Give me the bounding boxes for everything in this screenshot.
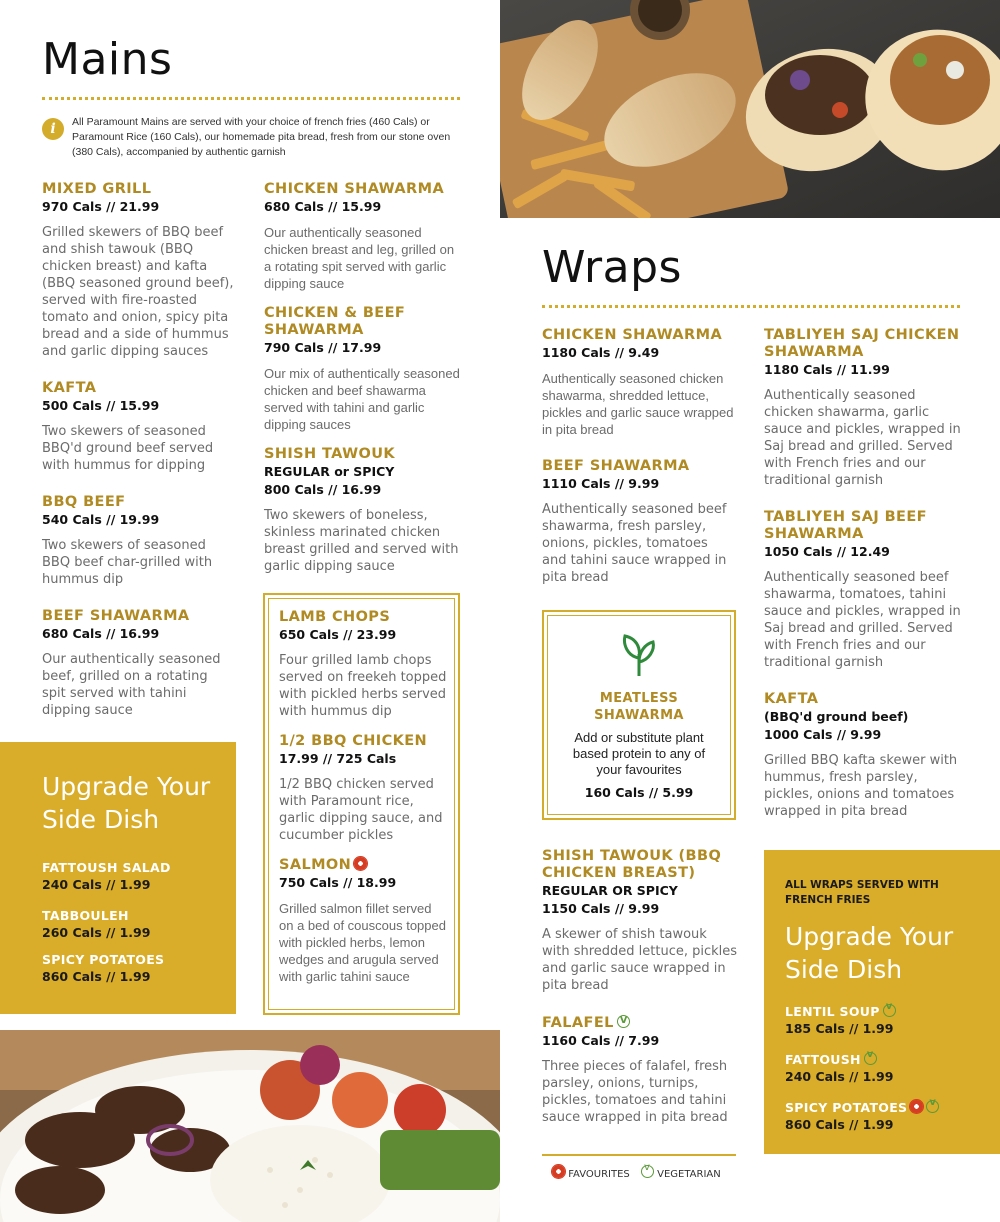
meatless-calories-price: 160 Cals // 5.99: [584, 785, 694, 800]
menu-item-shish-tawouk: [264, 446, 460, 575]
item-description: Grilled salmon fillet served on a bed of couscous topped with pickled herbs, lemon wedges and arugula served with garlic tahini sauce: [279, 901, 446, 984]
menu-item-half-bbq-chicken: [279, 733, 447, 844]
item-name: SHISH TAWOUK: [264, 446, 396, 462]
menu-item-bbq-beef: [42, 494, 234, 588]
favourite-icon: [552, 1165, 565, 1178]
side-item-calories-price: 185 Cals // 1.99: [785, 1021, 894, 1036]
side-item-spicy-potatoes: [42, 952, 164, 984]
item-calories-price: 1180 Cals // 9.49: [542, 345, 660, 360]
favourite-icon: [910, 1100, 923, 1113]
wraps-divider: [542, 305, 960, 308]
wrap-item-tabliyeh-saj-beef: [764, 509, 964, 671]
side-item-spicy-potatoes: [785, 1100, 939, 1132]
featured-box: [263, 593, 460, 1015]
side-item-name: FATTOUSH SALAD: [42, 860, 171, 875]
item-description: Our mix of authentically seasoned chicken and beef shawarma served with tahini and garlic dipping sauces: [264, 366, 460, 432]
mains-intro: All Paramount Mains are served with your choice of french fries (460 Cals) or Paramount Rice (160 Cals), our homemade pita bread, fresh from our stone oven (380 Cals), accompanied by authentic garnish: [72, 116, 451, 158]
menu-item-chicken-beef-shawarma: [264, 305, 460, 433]
side-item-name-text: SPICY POTATOES: [785, 1100, 908, 1115]
meatless-name: MEATLESS SHAWARMA: [594, 691, 684, 723]
favourite-icon: [354, 857, 367, 870]
vegetarian-icon: [617, 1015, 630, 1028]
wrap-item-beef-shawarma: [542, 458, 736, 586]
side-item-calories-price: 860 Cals // 1.99: [42, 969, 151, 984]
item-name: SHISH TAWOUK (BBQ CHICKEN BREAST): [542, 848, 722, 881]
item-description: Authentically seasoned chicken shawarma, garlic sauce and pickles, wrapped in Saj bread and grilled. Served with French fries and our traditional garnish: [764, 388, 961, 488]
item-calories-price: 540 Cals // 19.99: [42, 512, 160, 527]
item-name: [279, 857, 447, 874]
side-item-tabbouleh: [42, 908, 150, 940]
item-name: LAMB CHOPS: [279, 609, 391, 625]
legend-favourites: FAVOURITES: [568, 1169, 630, 1180]
side-item-calories-price: 240 Cals // 1.99: [785, 1069, 894, 1084]
side-item-name: [785, 1004, 896, 1019]
item-name-text: SALMON: [279, 857, 352, 873]
wrap-item-kafta: [764, 691, 964, 820]
item-description: Four grilled lamb chops served on freekeh topped with pickled herbs served with hummus dip: [279, 653, 447, 719]
item-calories-price: 650 Cals // 23.99: [279, 627, 397, 642]
side-item-lentil-soup: [785, 1004, 896, 1036]
mixed-grill-photo: [0, 1030, 500, 1222]
menu-item-salmon: [279, 857, 447, 985]
side-item-fattoush: [785, 1052, 893, 1084]
side-item-calories-price: 240 Cals // 1.99: [42, 877, 151, 892]
item-description: Authentically seasoned beef shawarma, tomatoes, tahini sauce and pickles, wrapped in Saj bread and grilled. Served with French fries and our traditional garnish: [764, 570, 961, 670]
item-calories-price: 1160 Cals // 7.99: [542, 1033, 660, 1048]
wraps-side-upgrade-panel: [764, 850, 1000, 1154]
menu-item-lamb-chops: [279, 609, 447, 720]
side-item-name: SPICY POTATOES: [42, 952, 165, 967]
panel-title: Upgrade Your Side Dish: [785, 922, 954, 984]
wrap-item-chicken-shawarma: [542, 327, 736, 438]
menu-item-kafta: [42, 380, 234, 474]
item-calories-price: 790 Cals // 17.99: [264, 340, 382, 355]
item-name: KAFTA: [764, 691, 819, 707]
item-calories-price: 680 Cals // 15.99: [264, 199, 382, 214]
meatless-description: Add or substitute plant based protein to any of your favourites: [572, 730, 706, 777]
item-option: (BBQ'd ground beef): [764, 709, 909, 724]
wrap-item-falafel: [542, 1015, 736, 1126]
item-description: Three pieces of falafel, fresh parsley, onions, turnips, pickles, tomatoes and tahini sauce wrapped in pita bread: [542, 1059, 728, 1125]
menu-item-beef-shawarma: [42, 608, 234, 719]
menu-item-mixed-grill: [42, 181, 234, 360]
side-item-fattoush-salad: [42, 860, 171, 892]
item-name: KAFTA: [42, 380, 97, 396]
info-icon: i: [42, 118, 64, 140]
item-name: BEEF SHAWARMA: [42, 608, 190, 624]
side-item-name: TABBOULEH: [42, 908, 129, 923]
vegetarian-icon: [883, 1004, 896, 1017]
item-description: Our authentically seasoned chicken breast and leg, grilled on a rotating spit served with garlic dipping sauce: [264, 225, 455, 291]
item-description: Two skewers of seasoned BBQ'd ground beef served with hummus for dipping: [42, 424, 214, 473]
item-name-text: FALAFEL: [542, 1015, 614, 1031]
mains-divider: [42, 97, 460, 100]
side-item-calories-price: 260 Cals // 1.99: [42, 925, 151, 940]
item-description: A skewer of shish tawouk with shredded lettuce, pickles and garlic sauce wrapped in pita bread: [542, 927, 738, 993]
side-item-calories-price: 860 Cals // 1.99: [785, 1117, 894, 1132]
item-name: BBQ BEEF: [42, 494, 126, 510]
side-item-name: [785, 1100, 939, 1115]
item-name: TABLIYEH SAJ CHICKEN SHAWARMA: [764, 327, 960, 360]
item-name: CHICKEN SHAWARMA: [264, 181, 445, 197]
side-item-name-text: FATTOUSH: [785, 1052, 861, 1067]
item-description: Grilled skewers of BBQ beef and shish tawouk (BBQ chicken breast) and kafta (BBQ seasoned ground beef), served with fire-roasted tomato and onion, spicy pita bread and a side of hummus and garlic dipping sauces: [42, 225, 234, 359]
item-calories-price: 1150 Cals // 9.99: [542, 901, 660, 916]
item-name: TABLIYEH SAJ BEEF SHAWARMA: [764, 509, 927, 542]
item-option: REGULAR or SPICY: [264, 464, 395, 479]
item-calories-price: 750 Cals // 18.99: [279, 875, 397, 890]
wraps-title: Wraps: [542, 242, 682, 293]
item-calories-price: 1110 Cals // 9.99: [542, 476, 660, 491]
item-name: MIXED GRILL: [42, 181, 152, 197]
panel-note: ALL WRAPS SERVED WITH FRENCH FRIES: [785, 879, 939, 906]
meatless-shawarma-box: [542, 610, 736, 820]
item-calories-price: 800 Cals // 16.99: [264, 482, 382, 497]
item-name: CHICKEN & BEEF SHAWARMA: [264, 305, 406, 338]
item-description: Two skewers of seasoned BBQ beef char-grilled with hummus dip: [42, 538, 213, 587]
item-description: Two skewers of boneless, skinless marinated chicken breast grilled and served with garlic dipping sauce: [264, 508, 459, 574]
item-description: Our authentically seasoned beef, grilled on a rotating spit served with tahini dipping sauce: [42, 652, 221, 718]
side-item-name-text: LENTIL SOUP: [785, 1004, 880, 1019]
vegetarian-icon: [641, 1165, 654, 1178]
panel-title: Upgrade Your Side Dish: [42, 772, 211, 834]
menu-item-chicken-shawarma: [264, 181, 460, 292]
vegetarian-icon: [926, 1100, 939, 1113]
mains-side-upgrade-panel: [0, 742, 236, 1014]
item-calories-price: 1180 Cals // 11.99: [764, 362, 890, 377]
legend-vegetarian: VEGETARIAN: [657, 1169, 721, 1180]
wraps-hero-photo: [500, 0, 1000, 218]
item-description: Authentically seasoned chicken shawarma, shredded lettuce, pickles and garlic sauce wrapped in pita bread: [542, 371, 734, 437]
item-name: 1/2 BBQ CHICKEN: [279, 733, 428, 749]
mains-title: Mains: [42, 34, 173, 85]
item-description: 1/2 BBQ chicken served with Paramount rice, garlic dipping sauce, and cucumber pickles: [279, 777, 443, 843]
item-name: [542, 1015, 736, 1032]
leaf-icon: [621, 632, 657, 678]
wrap-item-shish-tawouk: [542, 848, 738, 994]
item-name: BEEF SHAWARMA: [542, 458, 690, 474]
item-calories-price: 500 Cals // 15.99: [42, 398, 160, 413]
item-option: REGULAR OR SPICY: [542, 883, 678, 898]
item-description: Grilled BBQ kafta skewer with hummus, fresh parsley, pickles, onions and tomatoes wrapped in pita bread: [764, 753, 958, 819]
side-item-name: [785, 1052, 893, 1067]
legend-divider: [542, 1154, 736, 1156]
item-calories-price: 1000 Cals // 9.99: [764, 727, 882, 742]
vegetarian-icon: [864, 1052, 877, 1065]
item-calories-price: 970 Cals // 21.99: [42, 199, 160, 214]
item-description: Authentically seasoned beef shawarma, fresh parsley, onions, pickles, tomatoes and tahini sauce wrapped in pita bread: [542, 502, 727, 585]
item-calories-price: 17.99 // 725 Cals: [279, 751, 397, 766]
item-name: CHICKEN SHAWARMA: [542, 327, 723, 343]
wrap-item-tabliyeh-saj-chicken: [764, 327, 964, 489]
icon-legend: [552, 1165, 721, 1180]
item-calories-price: 680 Cals // 16.99: [42, 626, 160, 641]
item-calories-price: 1050 Cals // 12.49: [764, 544, 890, 559]
